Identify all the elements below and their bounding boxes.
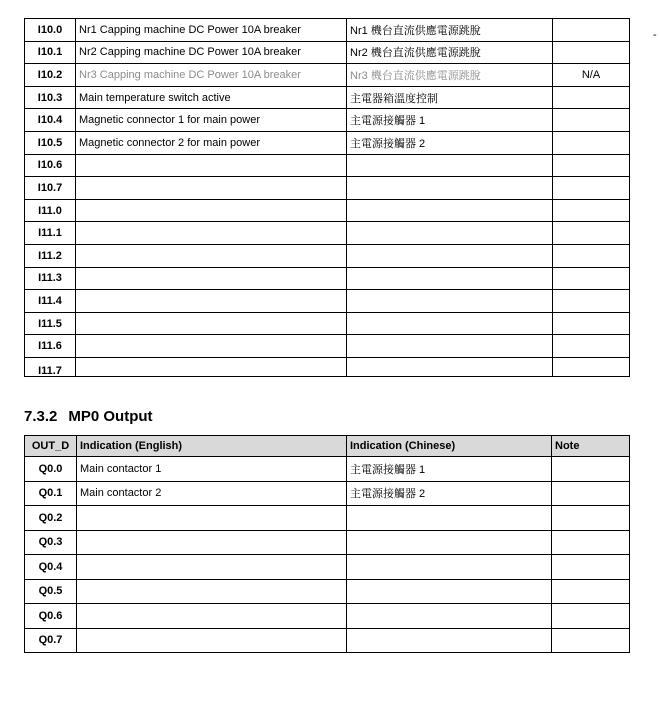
indication-english-cell <box>76 199 347 222</box>
indication-english-cell <box>77 555 347 580</box>
input-code-cell: I11.4 <box>25 290 76 313</box>
table-row <box>25 555 630 580</box>
input-code-cell: I11.0 <box>25 199 76 222</box>
indication-english-cell <box>76 154 347 177</box>
input-code-cell: I10.0 <box>25 19 76 42</box>
table-row <box>25 19 630 42</box>
indication-chinese-cell <box>347 154 553 177</box>
indication-english-cell: Nr2 Capping machine DC Power 10A breaker <box>76 41 347 64</box>
input-code-cell: I10.3 <box>25 86 76 109</box>
note-cell <box>553 357 630 376</box>
indication-chinese-cell: 主電源接觸器 1 <box>347 457 552 482</box>
input-code-cell: I11.5 <box>25 312 76 335</box>
indication-english-cell: Main contactor 1 <box>77 457 347 482</box>
indication-chinese-cell: Nr3 機台直流供應電源跳脫 <box>347 64 553 87</box>
note-cell <box>552 457 630 482</box>
table-row <box>25 41 630 64</box>
note-cell <box>552 604 630 629</box>
input-code-cell: I11.2 <box>25 244 76 267</box>
input-code-cell: I11.3 <box>25 267 76 290</box>
output-code-cell: Q0.7 <box>25 628 77 653</box>
indication-english-cell: Nr3 Capping machine DC Power 10A breaker <box>76 64 347 87</box>
note-cell <box>553 312 630 335</box>
indication-english-cell <box>76 177 347 200</box>
input-code-cell: I11.6 <box>25 335 76 358</box>
note-cell <box>552 628 630 653</box>
indication-english-cell <box>76 357 347 376</box>
indication-english-cell <box>76 222 347 245</box>
table-row <box>25 177 630 200</box>
table-row-not-applicable <box>25 64 630 87</box>
table-row <box>25 199 630 222</box>
input-code-cell: I10.6 <box>25 154 76 177</box>
note-cell <box>553 109 630 132</box>
indication-english-cell <box>76 267 347 290</box>
table-row <box>25 267 630 290</box>
input-code-cell: I10.5 <box>25 131 76 154</box>
indication-english-cell <box>77 628 347 653</box>
indication-chinese-cell <box>347 357 553 376</box>
page-marker: - <box>653 29 657 41</box>
note-cell <box>553 154 630 177</box>
note-cell <box>553 222 630 245</box>
indication-english-cell <box>76 290 347 313</box>
output-code-cell: Q0.6 <box>25 604 77 629</box>
input-code-cell: I10.2 <box>25 64 76 87</box>
indication-english-cell <box>77 604 347 629</box>
indication-chinese-cell <box>347 579 552 604</box>
note-cell <box>553 335 630 358</box>
table-row <box>25 86 630 109</box>
column-header-note: Note <box>552 436 630 457</box>
note-cell <box>553 177 630 200</box>
indication-english-cell <box>77 579 347 604</box>
output-code-cell: Q0.0 <box>25 457 77 482</box>
note-cell <box>553 131 630 154</box>
indication-english-cell <box>76 312 347 335</box>
table-row <box>25 131 630 154</box>
indication-chinese-cell: Nr1 機台直流供應電源跳脫 <box>347 19 553 42</box>
indication-chinese-cell: 主電源接觸器 2 <box>347 131 553 154</box>
indication-chinese-cell <box>347 290 553 313</box>
note-cell <box>552 555 630 580</box>
section-title: MP0 Output <box>68 408 153 425</box>
output-code-cell: Q0.2 <box>25 506 77 531</box>
indication-chinese-cell <box>347 312 553 335</box>
note-cell: N/A <box>553 64 630 87</box>
indication-english-cell <box>76 335 347 358</box>
indication-english-cell <box>76 244 347 267</box>
indication-chinese-cell: 主電源接觸器 1 <box>347 109 553 132</box>
table-row <box>25 604 630 629</box>
indication-english-cell: Magnetic connector 1 for main power <box>76 109 347 132</box>
indication-chinese-cell <box>347 199 553 222</box>
indication-english-cell: Main temperature switch active <box>76 86 347 109</box>
table-row <box>25 290 630 313</box>
input-code-cell: I10.7 <box>25 177 76 200</box>
table-row <box>25 530 630 555</box>
column-header-english: Indication (English) <box>77 436 347 457</box>
table-row <box>25 244 630 267</box>
table-row <box>25 109 630 132</box>
table-row <box>25 154 630 177</box>
table-row <box>25 222 630 245</box>
note-cell <box>553 199 630 222</box>
table-row <box>25 579 630 604</box>
indication-chinese-cell <box>347 604 552 629</box>
indication-english-cell <box>77 506 347 531</box>
indication-chinese-cell <box>347 628 552 653</box>
indication-chinese-cell <box>347 267 553 290</box>
output-code-cell: Q0.1 <box>25 481 77 506</box>
table-row-partial <box>25 357 630 376</box>
input-signal-table <box>24 18 630 377</box>
table-row <box>25 335 630 358</box>
indication-english-cell: Main contactor 2 <box>77 481 347 506</box>
indication-chinese-cell <box>347 177 553 200</box>
note-cell <box>553 86 630 109</box>
table-row <box>25 481 630 506</box>
table-row <box>25 628 630 653</box>
section-number: 7.3.2 <box>24 408 58 425</box>
indication-chinese-cell <box>347 335 553 358</box>
note-cell <box>553 244 630 267</box>
input-code-cell: I11.1 <box>25 222 76 245</box>
note-cell <box>553 19 630 42</box>
output-code-cell: Q0.5 <box>25 579 77 604</box>
indication-chinese-cell: Nr2 機台直流供應電源跳脫 <box>347 41 553 64</box>
table-row <box>25 506 630 531</box>
input-code-cell: I10.4 <box>25 109 76 132</box>
column-header-code: OUT_D <box>25 436 77 457</box>
indication-chinese-cell <box>347 222 553 245</box>
table-row <box>25 312 630 335</box>
note-cell <box>552 481 630 506</box>
table-row <box>25 457 630 482</box>
note-cell <box>552 579 630 604</box>
input-code-cell: I10.1 <box>25 41 76 64</box>
indication-chinese-cell: 主電源接觸器 2 <box>347 481 552 506</box>
input-code-cell: I11.7 <box>25 357 76 376</box>
indication-english-cell: Nr1 Capping machine DC Power 10A breaker <box>76 19 347 42</box>
indication-english-cell: Magnetic connector 2 for main power <box>76 131 347 154</box>
note-cell <box>552 530 630 555</box>
indication-chinese-cell <box>347 506 552 531</box>
section-heading <box>24 408 153 425</box>
indication-chinese-cell <box>347 555 552 580</box>
output-signal-table <box>24 435 630 653</box>
note-cell <box>553 290 630 313</box>
note-cell <box>553 41 630 64</box>
indication-english-cell <box>77 530 347 555</box>
note-cell <box>553 267 630 290</box>
output-code-cell: Q0.3 <box>25 530 77 555</box>
column-header-chinese: Indication (Chinese) <box>347 436 552 457</box>
note-cell <box>552 506 630 531</box>
indication-chinese-cell <box>347 244 553 267</box>
indication-chinese-cell <box>347 530 552 555</box>
indication-chinese-cell: 主電器箱溫度控制 <box>347 86 553 109</box>
output-code-cell: Q0.4 <box>25 555 77 580</box>
table-header-row <box>25 436 630 457</box>
